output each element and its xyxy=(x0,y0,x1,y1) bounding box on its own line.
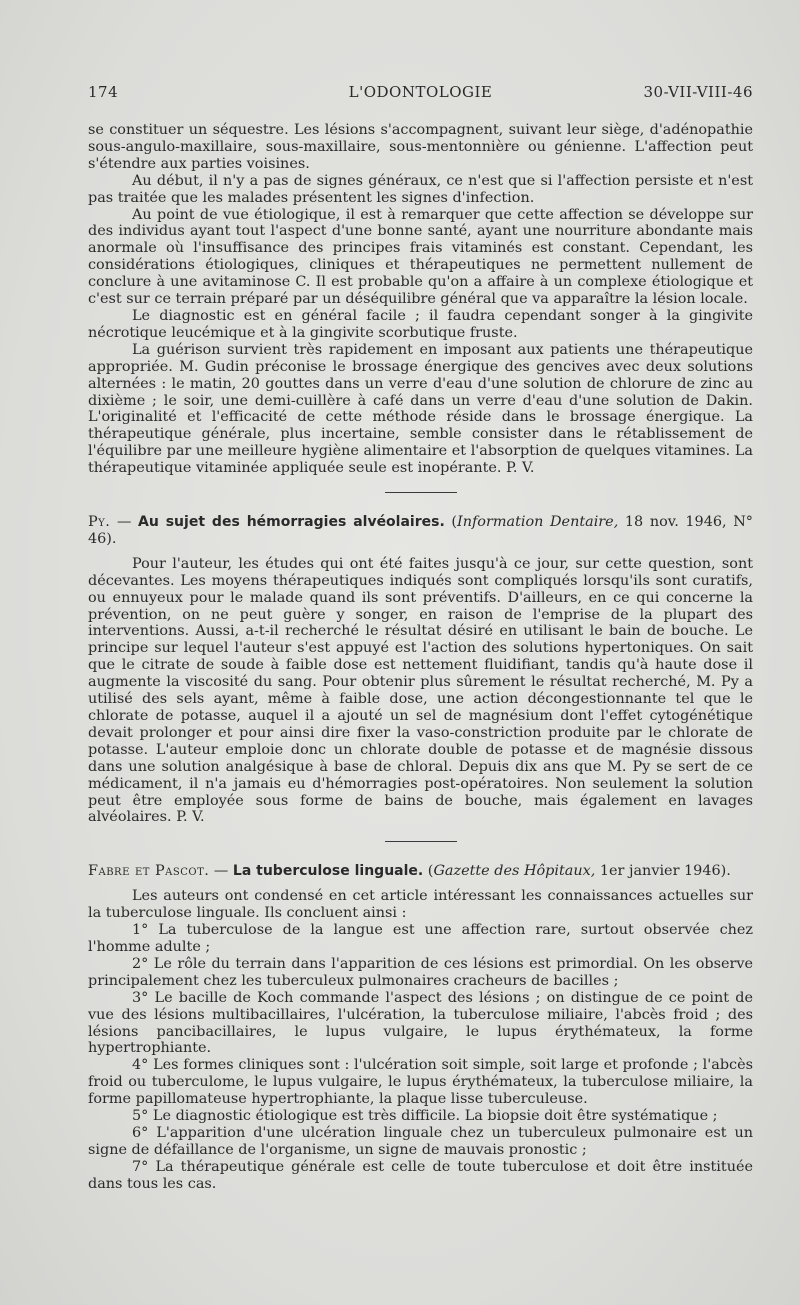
article-source: Gazette des Hôpitaux, xyxy=(433,863,596,880)
list-item: 1° La tuberculose de la langue est une affection rare, surtout observée chez l'homme adulte ; xyxy=(88,922,753,955)
list-item: 7° La thérapeutique générale est celle de toute tuberculose et doit être instituée dans tous les cas. xyxy=(88,1158,753,1192)
article-source-details: 18 nov. 1946, N° 46). xyxy=(88,514,753,547)
article-author: Py. xyxy=(88,514,111,531)
section-divider xyxy=(385,492,457,493)
heading-dash: — xyxy=(110,514,138,531)
list-item: 3° Le bacille de Koch commande l'aspect des lésions ; on distingue de ce point de vue des lésions multibacillaires, l'ulcération, la tuberculose miliaire, l'abcès froid ; des lésions pancibacillaires, le lupus vulgaire, le lupus érythémateux, la forme hypertrophiante. xyxy=(88,989,753,1057)
paragraph: Au point de vue étiologique, il est à remarquer que cette affection se développe sur des individus ayant tout l'aspect d'une bonne santé, ayant une nourriture abondante mais anormale où l'insuffisance des principes frais vitaminés est constant. Cependant, les considérations étiologiques, cliniques et thérapeutiques ne permettent nullement de conclure à une avitaminose C. Il est probable qu'on a affaire à un complexe étiologique et c'est sur ce terrain préparé par un déséquilibre général que va apparaître la lésion locale. xyxy=(88,206,753,308)
article-gingivitis xyxy=(88,122,753,477)
page-number: 174 xyxy=(88,83,119,101)
list-item: 6° L'apparition d'une ulcération linguale chez un tuberculeux pulmonaire est un signe de défaillance de l'organisme, un signe de mauvais pronostic ; xyxy=(88,1124,753,1158)
article-author: Fabre et Pascot. xyxy=(88,863,210,880)
article-title: La tuberculose linguale. xyxy=(232,863,424,880)
journal-title: L'ODONTOLOGIE xyxy=(348,83,493,101)
conclusion-list xyxy=(88,922,753,1193)
list-item: 5° Le diagnostic étiologique est très difficile. La biopsie doit être systématique ; xyxy=(132,1108,718,1125)
paragraph: Les auteurs ont condensé en cet article intéressant les connaissances actuelles sur la tuberculose linguale. Ils concluent ainsi : xyxy=(88,888,753,922)
source-open: ( xyxy=(444,514,458,531)
list-item: 4° Les formes cliniques sont : l'ulcération soit simple, soit large et profonde ; l'abcès froid ou tuberculome, le lupus vulgaire, le lupus érythémateux, la tuberculose miliaire, la forme papillomateuse hypertrophiante, la plaque lisse tuberculeuse. xyxy=(88,1057,753,1108)
paragraph: se constituer un séquestre. Les lésions s'accompagnent, suivant leur siège, d'adénopathie sous-angulo-maxillaire, sous-maxillaire, sous-mentonnière ou génienne. L'affection peut s'étendre aux parties voisines. xyxy=(88,122,753,172)
article-source: Information Dentaire, xyxy=(457,514,619,531)
article-tuberculosis xyxy=(88,863,753,1192)
article-heading xyxy=(88,863,753,880)
article-hemorrhages xyxy=(88,514,753,826)
section-divider xyxy=(385,841,457,842)
source-open: ( xyxy=(423,863,434,880)
body-text xyxy=(88,122,753,1193)
article-heading xyxy=(88,514,753,548)
list-item: 2° Le rôle du terrain dans l'apparition de ces lésions est primordial. On les observe principalement chez les tuberculeux pulmonaires cracheurs de bacilles ; xyxy=(88,955,753,989)
running-header xyxy=(88,83,753,105)
paragraph: La guérison survient très rapidement en imposant aux patients une thérapeutique appropriée. M. Gudin préconise le brossage énergique des gencives avec deux solutions alternées : le matin, 20 gouttes dans un verre d'eau d'une solution de chlorure de zinc au dixième ; le soir, une demi-cuillère à café dans un verre d'eau d'une solution de Dakin. L'originalité et l'efficacité de cette méthode réside dans le brossage énergique. La thérapeutique générale, plus incertaine, semble consister dans le rétablissement de l'équilibre par une meilleure hygiène alimentaire et l'absorption de quelques vitamines. La thérapeutique vitaminée appliquée seule est inopérante. P. V. xyxy=(88,341,753,477)
article-source-details: 1er janvier 1946). xyxy=(595,863,731,880)
paragraph: Le diagnostic est en général facile ; il faudra cependant songer à la gingivite nécrotique leucémique et à la gingivite scorbutique fruste. xyxy=(88,307,753,341)
paragraph: Pour l'auteur, les études qui ont été faites jusqu'à ce jour, sur cette question, sont décevantes. Les moyens thérapeutiques indiqués sont compliqués lorsqu'ils sont curatifs, ou ennuyeux pour le malade quand ils sont préventifs. D'ailleurs, en ce qui concerne la prévention, on ne peut guère y songer, en raison de l'emprise de la plupart des interventions. Aussi, a-t-il recherché le résultat désiré en utilisant le bain de bouche. Le principe sur lequel l'auteur s'est appuyé est l'action des solutions hypertoniques. On sait que le citrate de soude à faible dose est nettement fluidifiant, tandis qu'à haute dose il augmente la viscosité du sang. Pour obtenir plus sûrement le résultat recherché, M. Py a utilisé des sels ayant, même à faible dose, une action décongestionnante tel que le chlorate de potasse, auquel il a ajouté un sel de magnésium dont l'effet cytogénétique devait prolonger et pour ainsi dire fixer la vaso-constriction produite par le chlorate de potasse. L'auteur emploie donc un chlorate double de potasse et de magnésie dissous dans une solution analgésique à base de chloral. Depuis dix ans que M. Py se sert de ce médicament, il n'a jamais eu d'hémorragies post-opératoires. Non seulement la solution peut être employée sous forme de bains de bouche, mais également en lavages alvéolaires. P. V. xyxy=(88,555,753,826)
issue-date: 30-VII-VIII-46 xyxy=(643,83,753,101)
heading-dash: — xyxy=(209,863,233,880)
paragraph: Au début, il n'y a pas de signes généraux, ce n'est que si l'affection persiste et n'est pas traitée que les malades présentent les signes d'infection. xyxy=(88,172,753,206)
article-title: Au sujet des hémorragies alvéolaires. xyxy=(138,514,445,531)
